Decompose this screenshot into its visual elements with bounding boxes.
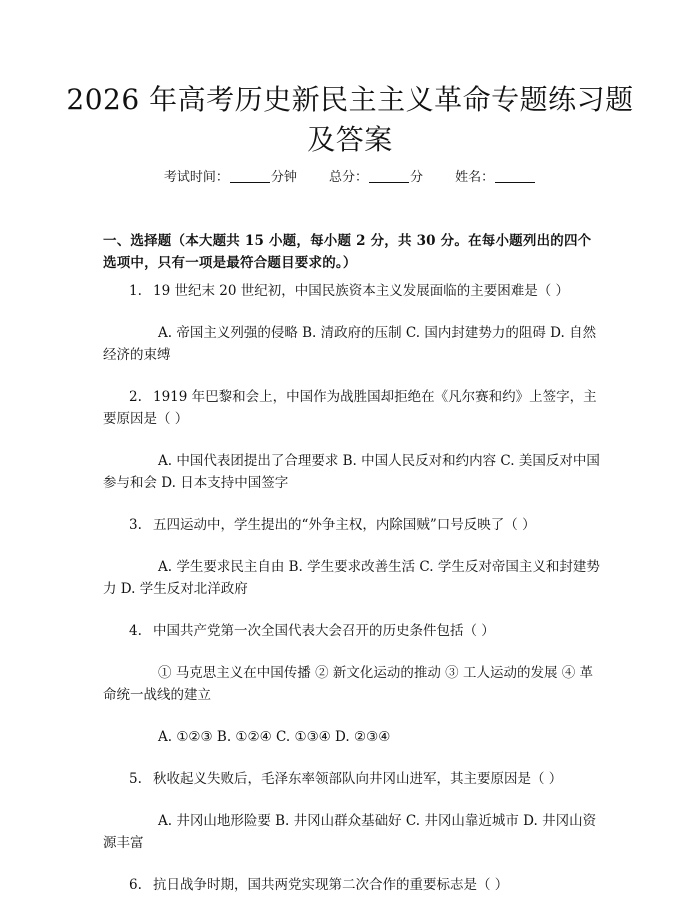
question-stem: 1919 年巴黎和会上，中国作为战胜国却拒绝在《凡尔赛和约》上签字，主要原因是（ ） [103, 389, 597, 427]
question-number: 2. [129, 389, 142, 405]
question-number: 3. [129, 517, 142, 533]
question-2 [103, 386, 603, 430]
question-1 [103, 280, 603, 302]
question-list [103, 280, 603, 916]
question-stem: 中国共产党第一次全国代表大会召开的历史条件包括（ ） [153, 623, 495, 639]
score-blank [369, 168, 409, 183]
question-stem: 抗日战争时期，国共两党实现第二次合作的重要标志是（ ） [153, 877, 509, 893]
question-4 [103, 620, 603, 642]
question-4-options: A. ①②③ B. ①②④ C. ①③④ D. ②③④ [158, 729, 391, 745]
score-field [329, 168, 423, 188]
score-label: 总分： [328, 170, 368, 185]
question-number: 4. [129, 623, 142, 639]
section-heading: 一、选择题（本大题共 15 小题，每小题 2 分，共 30 分。在每小题列出的四个选项中，只有一项是最符合题目要求的。） [103, 233, 592, 271]
question-2-options: A. 中国代表团提出了合理要求 B. 中国人民反对和约内容 C. 美国反对中国参与和会 D. 日本支持中国签字 [103, 453, 600, 491]
name-field [455, 168, 536, 188]
name-blank [495, 168, 535, 183]
time-blank [230, 168, 270, 183]
question-6 [103, 874, 603, 896]
exam-title [0, 80, 700, 160]
question-stem: 秋收起义失败后，毛泽东率领部队向井冈山进军，其主要原因是（ ） [153, 771, 563, 787]
exam-title-line-1: 2026 年高考历史新民主主义革命专题练习题 [66, 83, 634, 116]
exam-title-line-2: 及答案 [307, 123, 393, 156]
question-5 [103, 768, 603, 790]
exam-meta [0, 168, 700, 188]
time-unit: 分钟 [270, 170, 297, 185]
question-stem: 五四运动中，学生提出的“外争主权，内除国贼”口号反映了（ ） [153, 517, 536, 533]
question-3-options: A. 学生要求民主自由 B. 学生要求改善生活 C. 学生反对帝国主义和封建势力 D. 学生反对北洋政府 [103, 559, 600, 597]
question-4-statements: ① 马克思主义在中国传播 ② 新文化运动的推动 ③ 工人运动的发展 ④ 革命统一战线的建立 [103, 665, 594, 703]
score-unit: 分 [410, 170, 424, 185]
question-5-options: A. 井冈山地形险要 B. 井冈山群众基础好 C. 井冈山靠近城市 D. 井冈山资源丰富 [103, 813, 597, 851]
question-1-options: A. 帝国主义列强的侵略 B. 清政府的压制 C. 国内封建势力的阻碍 D. 自然经济的束缚 [103, 325, 597, 363]
question-number: 1. [129, 283, 142, 299]
question-stem: 19 世纪末 20 世纪初，中国民族资本主义发展面临的主要困难是（ ） [153, 283, 570, 299]
time-label: 考试时间： [163, 170, 229, 185]
question-number: 6. [129, 877, 142, 893]
question-number: 5. [129, 771, 142, 787]
time-field [164, 168, 297, 188]
name-label: 姓名： [455, 170, 495, 185]
question-3 [103, 514, 603, 536]
